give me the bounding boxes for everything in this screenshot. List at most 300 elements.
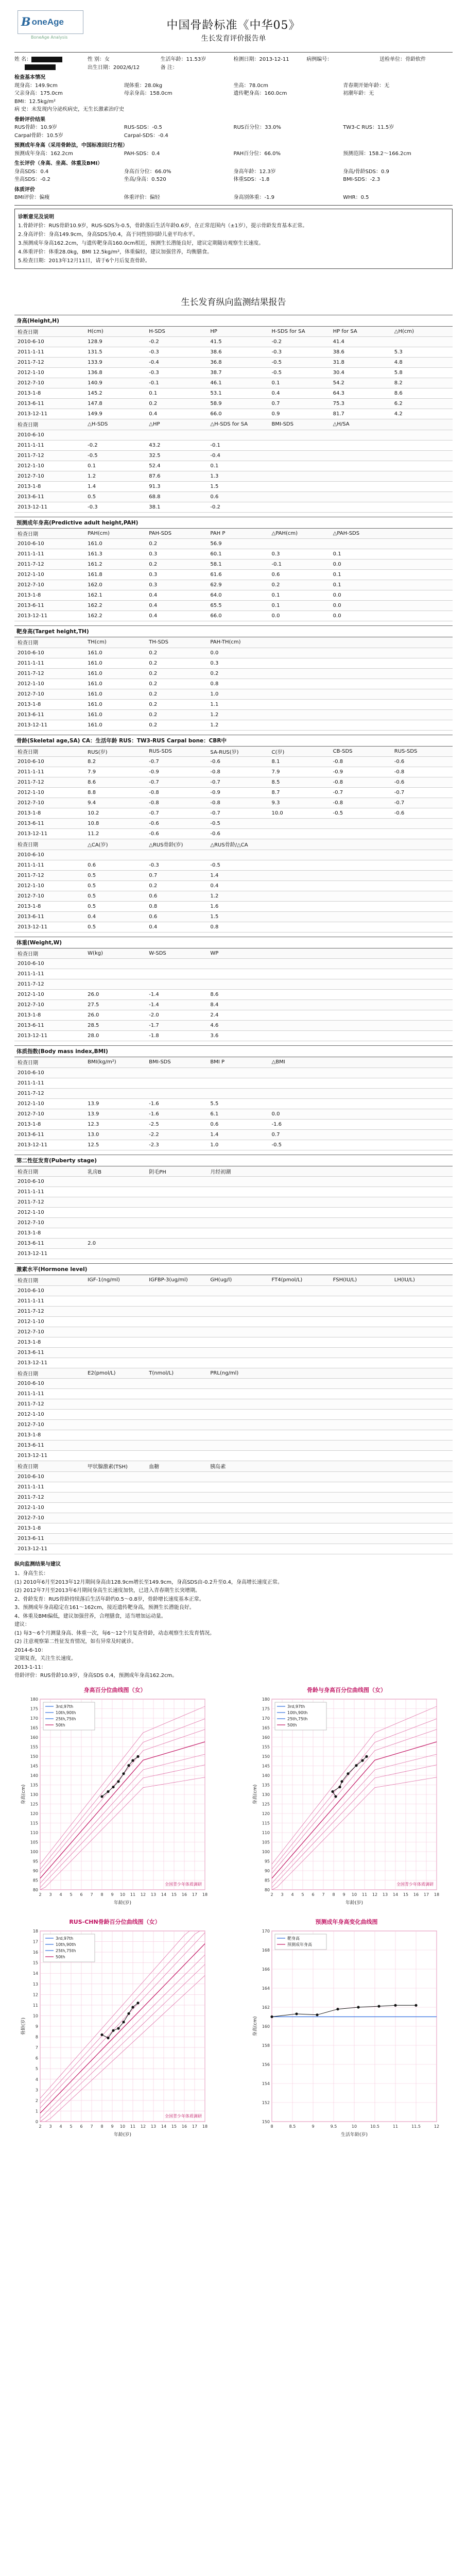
table-cell: -0.7 bbox=[391, 798, 453, 808]
table-cell: 43.2 bbox=[146, 440, 207, 450]
table-cell bbox=[330, 1440, 391, 1451]
table-cell bbox=[269, 1067, 330, 1078]
table-cell: 60.1 bbox=[207, 549, 268, 560]
table-header-row bbox=[14, 948, 453, 959]
table-cell: -0.8 bbox=[207, 798, 268, 808]
table-cell: -2.5 bbox=[146, 1119, 207, 1129]
x-tick-label: 17 bbox=[423, 1892, 429, 1897]
table-cell: 10.8 bbox=[84, 819, 146, 829]
table-header-row bbox=[14, 637, 453, 648]
table-cell: 36.8 bbox=[207, 358, 268, 368]
legend-label: 25th,75th bbox=[56, 1716, 76, 1721]
table-header-cell: 血糖 bbox=[146, 1461, 207, 1471]
table-cell: 0.4 bbox=[146, 611, 207, 621]
data-table bbox=[14, 747, 453, 840]
table-cell: 8.8 bbox=[84, 788, 146, 798]
table-row bbox=[14, 539, 453, 549]
table-cell bbox=[391, 502, 453, 512]
table-header-cell: BMI P bbox=[207, 1057, 268, 1067]
y-tick-label: 125 bbox=[30, 1802, 38, 1806]
table-header-cell: △H-SDS bbox=[84, 419, 146, 430]
table-header-row bbox=[14, 1368, 453, 1379]
conclusion-line: 1、身高生长： bbox=[14, 1571, 49, 1577]
table-cell: 2011-7-12 bbox=[14, 560, 84, 570]
table-cell: -0.3 bbox=[146, 347, 207, 358]
table-header-row bbox=[14, 747, 453, 757]
y-tick-label: 10 bbox=[32, 2013, 38, 2018]
y-tick-label: 125 bbox=[262, 1802, 270, 1806]
table-header-cell: SA-RUS(岁) bbox=[207, 747, 268, 757]
conclusion-line: 2014-6-10： bbox=[14, 1647, 46, 1653]
table-cell: 2012-7-10 bbox=[14, 891, 84, 901]
data-table bbox=[14, 419, 453, 513]
table-cell: 0.3 bbox=[146, 570, 207, 580]
x-tick-label: 17 bbox=[192, 1892, 198, 1897]
table-cell bbox=[391, 1420, 453, 1430]
table-header-cell: PRL(ng/ml) bbox=[207, 1368, 268, 1379]
table-cell bbox=[146, 1430, 207, 1440]
data-table bbox=[14, 1275, 453, 1368]
table-cell bbox=[207, 1187, 268, 1197]
table-row bbox=[14, 757, 453, 767]
table-row bbox=[14, 1098, 453, 1109]
table-cell bbox=[146, 1379, 207, 1389]
table-cell: 2011-7-12 bbox=[14, 1088, 84, 1098]
table-cell bbox=[330, 1187, 391, 1197]
conclusion-line: 定期复查，关注生长速度。 bbox=[14, 1656, 76, 1662]
table-cell: 2012-7-10 bbox=[14, 1109, 84, 1119]
table-cell: -0.3 bbox=[84, 502, 146, 512]
table-cell bbox=[269, 860, 330, 870]
table-row bbox=[14, 1285, 453, 1296]
table-cell: 2013-1-8 bbox=[14, 808, 84, 819]
sit-height-value: 坐高：78.0cm bbox=[233, 82, 269, 89]
logo-text: oneAge bbox=[31, 17, 64, 27]
table-cell bbox=[269, 1078, 330, 1088]
table-cell: 162.2 bbox=[84, 601, 146, 611]
table-header-cell: 胰岛素 bbox=[207, 1461, 268, 1471]
table-cell bbox=[207, 1544, 268, 1554]
table-cell bbox=[146, 1187, 207, 1197]
chart-legend bbox=[275, 1702, 326, 1730]
table-cell: 5.3 bbox=[391, 347, 453, 358]
table-cell: 81.7 bbox=[330, 409, 391, 419]
data-point bbox=[377, 2005, 380, 2007]
table-cell: 0.3 bbox=[146, 549, 207, 560]
table-row bbox=[14, 798, 453, 808]
table-cell bbox=[269, 819, 330, 829]
target-height: 遗传靶身高：160.0cm bbox=[233, 91, 287, 96]
table-cell: 0.2 bbox=[146, 658, 207, 668]
table-cell: 8.5 bbox=[269, 777, 330, 788]
table-cell: 2013-1-8 bbox=[14, 1119, 84, 1129]
table-cell bbox=[146, 1440, 207, 1451]
table-cell bbox=[84, 1306, 146, 1316]
table-cell: 2012-7-10 bbox=[14, 798, 84, 808]
table-cell: 13.0 bbox=[84, 1129, 146, 1140]
menarche-value: 初潮年龄：无 bbox=[343, 91, 374, 96]
table-cell bbox=[391, 979, 453, 990]
table-cell bbox=[269, 1544, 330, 1554]
table-row bbox=[14, 1021, 453, 1031]
table-cell bbox=[84, 1327, 146, 1337]
table-cell: 2013-12-11 bbox=[14, 1358, 84, 1368]
table-cell: 2013-6-11 bbox=[14, 1347, 84, 1358]
table-cell: 2010-6-10 bbox=[14, 1379, 84, 1389]
table-cell bbox=[269, 539, 330, 549]
table-row bbox=[14, 1533, 453, 1544]
x-tick-label: 4 bbox=[59, 1892, 62, 1897]
x-tick-label: 11 bbox=[361, 1892, 368, 1897]
y-tick-label: 8 bbox=[35, 2035, 38, 2040]
x-tick-label: 14 bbox=[161, 1892, 167, 1897]
x-tick-label: 13 bbox=[150, 2124, 157, 2129]
table-cell: 0.0 bbox=[269, 1109, 330, 1119]
table-cell bbox=[330, 1410, 391, 1420]
table-cell: -0.7 bbox=[146, 757, 207, 767]
table-cell: -0.7 bbox=[207, 777, 268, 788]
table-cell: 0.2 bbox=[146, 399, 207, 409]
table-cell: 87.6 bbox=[146, 471, 207, 481]
table-cell bbox=[330, 1523, 391, 1533]
x-tick-label: 12 bbox=[372, 1892, 378, 1897]
table-cell bbox=[207, 1399, 268, 1410]
table-cell bbox=[330, 1482, 391, 1492]
table-header-cell: FSH(IU/L) bbox=[330, 1275, 391, 1285]
y-tick-label: 150 bbox=[262, 2119, 270, 2124]
table-cell bbox=[269, 1031, 330, 1041]
table-row bbox=[14, 1544, 453, 1554]
data-point bbox=[295, 2012, 298, 2015]
y-tick-label: 3 bbox=[35, 2087, 38, 2092]
table-cell: 8.4 bbox=[207, 1000, 268, 1010]
table-cell bbox=[330, 1218, 391, 1228]
table-cell: 2011-7-12 bbox=[14, 450, 84, 461]
table-header-cell: TH(cm) bbox=[84, 637, 146, 648]
table-cell bbox=[146, 1389, 207, 1399]
pah-section-title: 预测成年身高（采用骨龄法，中国标准回归方程） bbox=[14, 143, 128, 148]
x-tick-label: 12 bbox=[140, 2124, 146, 2129]
chart-title: 身高百分位曲线图（女） bbox=[83, 1686, 146, 1693]
table-cell: 1.2 bbox=[84, 471, 146, 481]
table-cell: 2010-6-10 bbox=[14, 539, 84, 549]
chart-footer: 全国青少年体质调研 bbox=[165, 2113, 202, 2119]
table-header-cell bbox=[391, 839, 453, 850]
table-cell bbox=[330, 430, 391, 440]
table-cell: 0.2 bbox=[146, 648, 207, 658]
table-cell bbox=[269, 720, 330, 730]
table-header-row bbox=[14, 1275, 453, 1285]
basic-section-title: 检查基本情况 bbox=[14, 75, 45, 80]
x-tick-label: 16 bbox=[413, 1892, 419, 1897]
data-point bbox=[355, 1764, 357, 1767]
table-cell bbox=[391, 850, 453, 860]
table-header-cell: 检查日期 bbox=[14, 637, 84, 648]
table-cell bbox=[84, 850, 146, 860]
table-cell: 38.7 bbox=[207, 368, 268, 378]
x-axis-label: 生活年龄(岁) bbox=[340, 2132, 368, 2138]
x-tick-label: 11 bbox=[392, 2124, 399, 2129]
table-cell bbox=[269, 1471, 330, 1482]
table-cell: 2012-1-10 bbox=[14, 788, 84, 798]
y-tick-label: 90 bbox=[264, 1868, 270, 1873]
table-cell bbox=[207, 979, 268, 990]
table-cell: 161.0 bbox=[84, 539, 146, 549]
table-cell bbox=[391, 1513, 453, 1523]
table-cell bbox=[391, 922, 453, 932]
table-row bbox=[14, 829, 453, 839]
x-tick-label: 13 bbox=[382, 1892, 388, 1897]
x-axis-label: 年龄(岁) bbox=[113, 2132, 132, 2138]
table-header-cell bbox=[269, 839, 330, 850]
table-cell: 161.0 bbox=[84, 668, 146, 679]
table-cell: 11.2 bbox=[84, 829, 146, 839]
table-cell: 2013-6-11 bbox=[14, 1440, 84, 1451]
data-point bbox=[136, 2002, 139, 2004]
patient-name: 姓 名： bbox=[14, 56, 88, 64]
table-cell bbox=[146, 1078, 207, 1088]
table-cell bbox=[391, 860, 453, 870]
table-cell bbox=[391, 1440, 453, 1451]
table-header-cell bbox=[269, 637, 330, 648]
table-cell: 0.1 bbox=[330, 570, 391, 580]
table-cell: -0.8 bbox=[146, 798, 207, 808]
table-cell bbox=[269, 699, 330, 709]
y-tick-label: 160 bbox=[262, 2024, 270, 2029]
legend-label: 3rd,97th bbox=[56, 1936, 74, 1941]
table-cell bbox=[391, 560, 453, 570]
table-cell bbox=[146, 1523, 207, 1533]
table-header-cell: △H/SA bbox=[330, 419, 391, 430]
table-cell: 161.0 bbox=[84, 689, 146, 699]
table-cell bbox=[391, 901, 453, 911]
table-cell: 28.0 bbox=[84, 1031, 146, 1041]
legend-label: 10th,90th bbox=[56, 1710, 76, 1715]
table-cell: 2011-7-12 bbox=[14, 870, 84, 880]
table-cell: 41.5 bbox=[207, 337, 268, 347]
table-row bbox=[14, 819, 453, 829]
y-tick-label: 95 bbox=[32, 1859, 38, 1863]
logo-subtitle: BoneAge Analysis bbox=[31, 35, 68, 40]
table-cell: 53.1 bbox=[207, 388, 268, 399]
y-tick-label: 85 bbox=[264, 1878, 270, 1883]
data-point bbox=[361, 1759, 364, 1761]
table-header-cell: 乳房B bbox=[84, 1166, 146, 1177]
x-tick-label: 17 bbox=[192, 2124, 198, 2129]
table-title: 身高(Height,H) bbox=[14, 315, 453, 327]
table-header-cell: BMI-SDS bbox=[146, 1057, 207, 1067]
table-cell bbox=[391, 1031, 453, 1041]
data-point bbox=[394, 2004, 396, 2006]
table-cell bbox=[146, 1327, 207, 1337]
data-point bbox=[336, 2008, 339, 2010]
y-tick-label: 150 bbox=[30, 1754, 38, 1759]
table-cell bbox=[269, 850, 330, 860]
table-cell: 2013-6-11 bbox=[14, 1021, 84, 1031]
table-cell bbox=[330, 901, 391, 911]
table-cell bbox=[207, 1492, 268, 1502]
table-cell bbox=[207, 1358, 268, 1368]
table-cell: 2011-1-11 bbox=[14, 347, 84, 358]
legend-label: 10th,90th bbox=[56, 1942, 76, 1947]
table-cell: 0.1 bbox=[207, 461, 268, 471]
table-cell: 2012-1-10 bbox=[14, 1098, 84, 1109]
table-cell bbox=[391, 1187, 453, 1197]
table-cell bbox=[207, 1451, 268, 1461]
x-tick-label: 5 bbox=[70, 1892, 73, 1897]
table-header-cell bbox=[391, 419, 453, 430]
table-cell bbox=[330, 1327, 391, 1337]
table-cell bbox=[330, 1379, 391, 1389]
table-cell bbox=[146, 1239, 207, 1249]
table-row bbox=[14, 658, 453, 668]
table-cell: 0.0 bbox=[330, 611, 391, 621]
table-cell: 2013-6-11 bbox=[14, 1129, 84, 1140]
chart-card bbox=[251, 1918, 442, 2142]
table-header-cell: W-SDS bbox=[146, 948, 207, 959]
growth-chart bbox=[20, 1694, 210, 1910]
table-cell bbox=[269, 1239, 330, 1249]
y-axis-label: 身高(cm) bbox=[253, 1784, 258, 1804]
table-cell: 32.5 bbox=[146, 450, 207, 461]
table-cell bbox=[391, 648, 453, 658]
table-cell bbox=[330, 860, 391, 870]
table-row bbox=[14, 549, 453, 560]
table-cell bbox=[330, 1513, 391, 1523]
table-header-cell: RUS-SDS bbox=[146, 747, 207, 757]
y-tick-label: 7 bbox=[35, 2045, 38, 2050]
table-row bbox=[14, 668, 453, 679]
table-cell: -0.8 bbox=[146, 788, 207, 798]
table-cell bbox=[207, 1523, 268, 1533]
table-cell: 31.8 bbox=[330, 358, 391, 368]
table-cell bbox=[269, 1430, 330, 1440]
table-cell bbox=[146, 850, 207, 860]
x-tick-label: 3 bbox=[49, 2124, 52, 2129]
table-cell: 68.8 bbox=[146, 492, 207, 502]
chart-legend bbox=[275, 1934, 326, 1950]
table-cell: 2013-1-8 bbox=[14, 1337, 84, 1347]
table-cell bbox=[330, 1140, 391, 1150]
table-cell bbox=[207, 1249, 268, 1259]
y-tick-label: 165 bbox=[30, 1725, 38, 1730]
table-title: 激素水平(Hormone level) bbox=[14, 1263, 453, 1275]
conclusion-line: 2、骨龄发育：RUS骨龄持续落后生活年龄约0.5～0.8岁，骨龄增长速度基本正常。 bbox=[14, 1596, 204, 1602]
table-cell: 66.0 bbox=[207, 611, 268, 621]
table-row bbox=[14, 1197, 453, 1208]
table-cell: 0.5 bbox=[84, 891, 146, 901]
table-cell bbox=[330, 440, 391, 450]
table-header-cell: E2(pmol/L) bbox=[84, 1368, 146, 1379]
longitudinal-report-title: 生长发育纵向监测结果报告 bbox=[181, 297, 286, 308]
y-tick-label: 17 bbox=[32, 1939, 38, 1944]
table-cell: 6.1 bbox=[207, 1109, 268, 1119]
table-row bbox=[14, 471, 453, 481]
table-cell bbox=[146, 1218, 207, 1228]
table-cell bbox=[207, 1078, 268, 1088]
table-cell: 0.9 bbox=[269, 409, 330, 419]
table-cell: 9.3 bbox=[269, 798, 330, 808]
table-header-cell: HP for SA bbox=[330, 327, 391, 337]
table-cell bbox=[330, 1471, 391, 1482]
data-point bbox=[347, 1772, 349, 1775]
table-row bbox=[14, 891, 453, 901]
table-cell bbox=[391, 461, 453, 471]
table-cell bbox=[330, 1358, 391, 1368]
table-row bbox=[14, 699, 453, 709]
table-cell bbox=[391, 1502, 453, 1513]
table-cell: 66.0 bbox=[207, 409, 268, 419]
table-cell bbox=[269, 922, 330, 932]
table-cell bbox=[330, 990, 391, 1000]
table-cell bbox=[330, 819, 391, 829]
table-cell bbox=[84, 1544, 146, 1554]
table-cell: 161.0 bbox=[84, 699, 146, 709]
x-tick-label: 3 bbox=[49, 1892, 52, 1897]
table-cell bbox=[269, 1420, 330, 1430]
table-row bbox=[14, 570, 453, 580]
whr-value: WHR：0.5 bbox=[343, 195, 369, 200]
x-tick-label: 9 bbox=[111, 2124, 114, 2129]
table-cell: 0.2 bbox=[146, 880, 207, 891]
table-cell bbox=[269, 891, 330, 901]
table-cell bbox=[330, 911, 391, 922]
table-row bbox=[14, 1492, 453, 1502]
table-header-row bbox=[14, 1166, 453, 1177]
table-cell bbox=[84, 1399, 146, 1410]
table-row bbox=[14, 720, 453, 730]
table-header-cell bbox=[330, 637, 391, 648]
table-cell bbox=[84, 1088, 146, 1098]
weight-for-height: 身高别体重：-1.9 bbox=[233, 195, 275, 200]
y-tick-label: 164 bbox=[262, 1986, 270, 1991]
y-tick-label: 175 bbox=[30, 1706, 38, 1711]
table-cell bbox=[330, 699, 391, 709]
table-cell bbox=[269, 1218, 330, 1228]
table-cell bbox=[269, 689, 330, 699]
table-row bbox=[14, 959, 453, 969]
x-tick-label: 15 bbox=[171, 2124, 177, 2129]
table-header-cell: BMI-SDS bbox=[269, 419, 330, 430]
table-cell bbox=[330, 1544, 391, 1554]
table-cell: 0.7 bbox=[269, 1129, 330, 1140]
x-tick-label: 14 bbox=[161, 2124, 167, 2129]
note-line: 1.骨龄评价：RUS骨龄10.9岁，RUS-SDS为-0.5，骨龄落后生活年龄0.6岁，在正常范围内（±1岁），提示骨龄发育基本正常。 bbox=[18, 223, 308, 229]
y-tick-label: 115 bbox=[262, 1821, 270, 1825]
table-cell bbox=[330, 1337, 391, 1347]
table-header-cell bbox=[391, 637, 453, 648]
table-cell bbox=[391, 1492, 453, 1502]
table-title: 靶身高(Target height,TH) bbox=[14, 625, 453, 637]
table-cell: 128.9 bbox=[84, 337, 146, 347]
conclusion bbox=[14, 1561, 453, 1681]
weight-sds: 体重SDS：-1.8 bbox=[233, 177, 270, 182]
table-cell: 131.5 bbox=[84, 347, 146, 358]
data-table bbox=[14, 948, 453, 1042]
table-cell bbox=[269, 1228, 330, 1239]
y-tick-label: 130 bbox=[262, 1792, 270, 1797]
table-cell: 8.1 bbox=[269, 757, 330, 767]
table-title: 骨龄(Skeletal age,SA) CA：生活年龄 RUS：TW3-RUS Carpal bone：CBR中 bbox=[14, 735, 453, 747]
table-cell: 0.1 bbox=[269, 601, 330, 611]
data-point bbox=[270, 2015, 273, 2018]
data-point bbox=[122, 1772, 125, 1775]
table-cell bbox=[269, 1249, 330, 1259]
table-cell bbox=[84, 1228, 146, 1239]
x-tick-label: 15 bbox=[171, 1892, 177, 1897]
y-tick-label: 120 bbox=[262, 1811, 270, 1816]
data-point bbox=[117, 2027, 119, 2029]
